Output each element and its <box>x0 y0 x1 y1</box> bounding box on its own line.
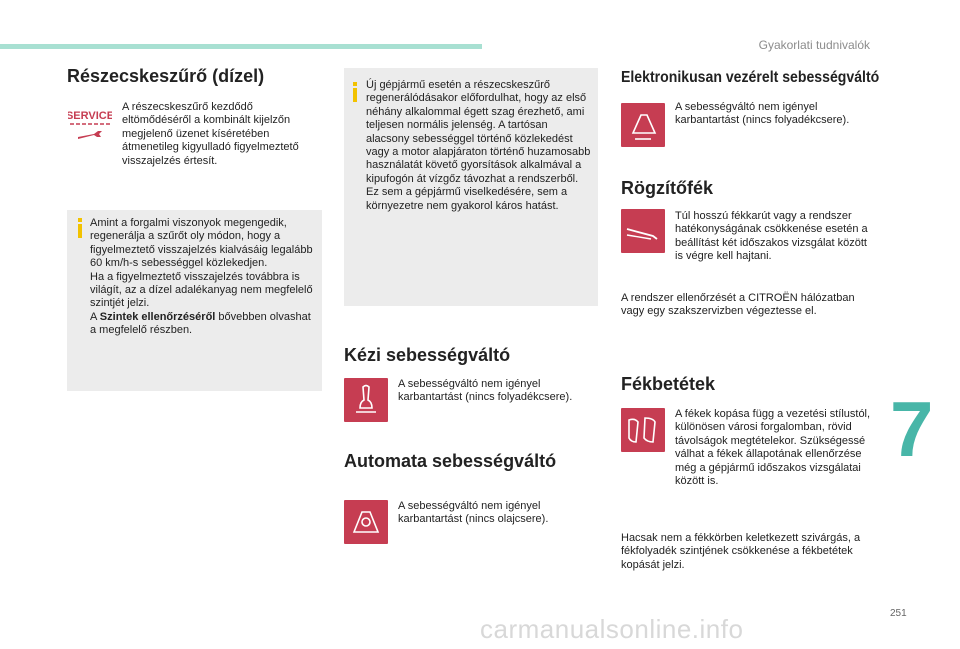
page-number: 251 <box>890 608 907 619</box>
info-marker-icon <box>78 218 82 238</box>
electronic-gearbox-title: Elektronikusan vezérelt sebességváltó <box>621 69 880 86</box>
electronic-gearbox-text: A sebességváltó nem igényel karbantartást (nincs folyadékcsere). <box>675 101 850 127</box>
particle-filter-title: Részecskeszűrő (dízel) <box>67 66 265 86</box>
brake-pads-icon <box>621 408 665 452</box>
parking-brake-title: Rögzítőfék <box>621 178 713 198</box>
automatic-gearbox-title: Automata sebességváltó <box>344 451 557 471</box>
chapter-title: Gyakorlati tudnivalók <box>758 38 870 52</box>
chapter-number: 7 <box>890 385 934 473</box>
header-accent-bar <box>0 44 482 49</box>
note-line-2: Ha a figyelmeztető visszajelzés továbbra is világít, az a dízel adalékanyag nem megfelelő szintjét jelzi. <box>90 270 313 310</box>
manual-gearbox-title: Kézi sebességváltó <box>344 345 511 365</box>
parking-brake-text-2: A rendszer ellenőrzését a CITROËN hálózatban vagy egy szakszervizben végeztesse el. <box>621 292 855 318</box>
note-line-3: A Szintek ellenőrzéséről bővebben olvashat a megfelelő részben. <box>90 310 311 337</box>
watermark: carmanualsonline.info <box>480 614 744 644</box>
brake-pads-text: A fékek kopása függ a vezetési stílustól, különösen városi forgalomban, rövid távolságok megtételekor. Szükségessé válhat a fékek állapotának ellenőrzése még a gépjármű időszakos vizsgálatai között is. <box>675 408 871 488</box>
new-vehicle-note-text: Új gépjármű esetén a részecskeszűrő regenerálódásakor előfordulhat, hogy az első néhány alkalommal égett szag érezhető, ami teljesen normális jelenség. A tartósan alacsony sebességgel történő közlekedést vagy a motor alapjáraton történő huzamosabb használatát követő gyorsítások alkalmával a kipufogón át vízgőz távozhat a rendszerből. Ez sem a gépjármű viselkedésére, sem a környezetre nem gyakorol káros hatást. <box>366 79 591 212</box>
brake-pads-title: Fékbetétek <box>621 374 716 394</box>
parking-brake-icon <box>621 209 665 253</box>
service-text: A részecskeszűrő kezdődő eltömődéséről a kombinált kijelzőn megjelenő üzenet kíséretében átmenetileg kigyulladó figyelmeztető visszajelzés értesít. <box>122 101 299 167</box>
automatic-gearbox-icon <box>344 500 388 544</box>
service-wrench-icon <box>68 104 112 148</box>
electronic-gearbox-icon <box>621 103 665 147</box>
manual-gearbox-text: A sebességváltó nem igényel karbantartást (nincs folyadékcsere). <box>398 378 573 404</box>
parking-brake-text: Túl hosszú fékkarút vagy a rendszer hatékonyságának csökkenése esetén a beállítást két időszakos vizsgálat között is végre kell hajtani. <box>675 210 868 263</box>
regeneration-note-text <box>90 217 316 338</box>
automatic-gearbox-text: A sebességváltó nem igényel karbantartást (nincs olajcsere). <box>398 500 549 526</box>
info-marker-icon <box>353 82 357 102</box>
brake-pads-text-2: Hacsak nem a fékkörben keletkezett szivárgás, a fékfolyadék szintjének csökkenése a fékbetétek kopását jelzi. <box>621 532 861 571</box>
note-line-1: Amint a forgalmi viszonyok megengedik, regenerálja a szűrőt oly módon, hogy a figyelmeztető visszajelzés kialvásáig legalább 60 km/h-s sebességgel közlekedjen. <box>90 217 313 270</box>
manual-gearbox-icon <box>344 378 388 422</box>
levels-check-link-text: Szintek ellenőrzéséről <box>99 310 216 323</box>
service-icon-label: SERVICE <box>68 110 112 122</box>
